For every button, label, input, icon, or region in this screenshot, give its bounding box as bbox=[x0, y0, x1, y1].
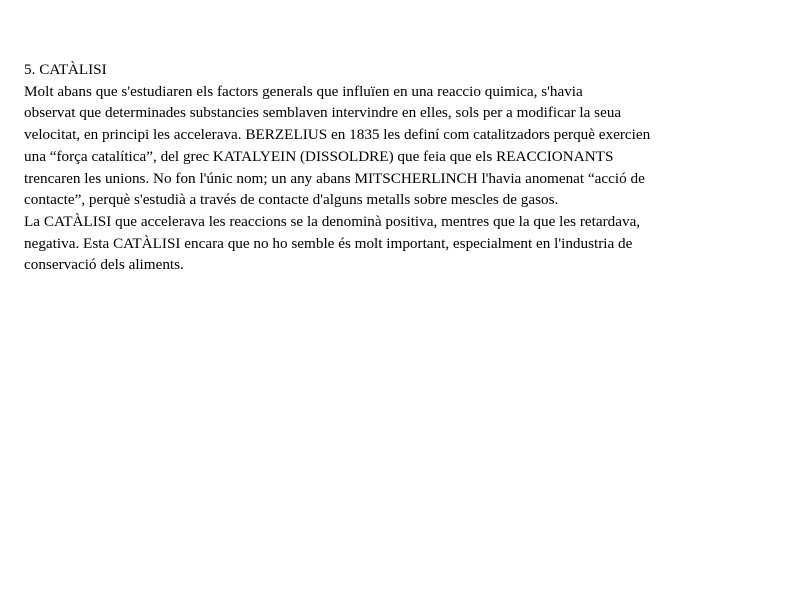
text-line: una “força catalítica”, del grec KATALYEIN (DISSOLDRE) que feia que els REACCIONANTS bbox=[24, 147, 614, 165]
document-text bbox=[24, 59, 774, 276]
text-line: Molt abans que s'estudiaren els factors generals que influïen en una reaccio quimica, s'havia bbox=[24, 82, 583, 100]
text-line: conservació dels aliments. bbox=[24, 256, 184, 274]
text-line: La CATÀLISI que accelerava les reaccions se la denominà positiva, mentres que la que les retardava, bbox=[24, 212, 641, 230]
text-line: contacte”, perquè s'estudià a través de contacte d'alguns metalls sobre mescles de gasos. bbox=[24, 191, 559, 209]
section-heading: 5. CATÀLISI bbox=[24, 61, 107, 78]
text-line: trencaren les unions. No fon l'únic nom; un any abans MITSCHERLINCH l'havia anomenat “acció de bbox=[24, 169, 645, 187]
text-line: velocitat, en principi les accelerava. BERZELIUS en 1835 les definí com catalitzadors perquè exercien bbox=[24, 126, 651, 144]
text-line: negativa. Esta CATÀLISI encara que no ho semble és molt important, especialment en l'industria de bbox=[24, 234, 633, 252]
text-line: observat que determinades substancies semblaven intervindre en elles, sols per a modificar la seua bbox=[24, 104, 622, 122]
